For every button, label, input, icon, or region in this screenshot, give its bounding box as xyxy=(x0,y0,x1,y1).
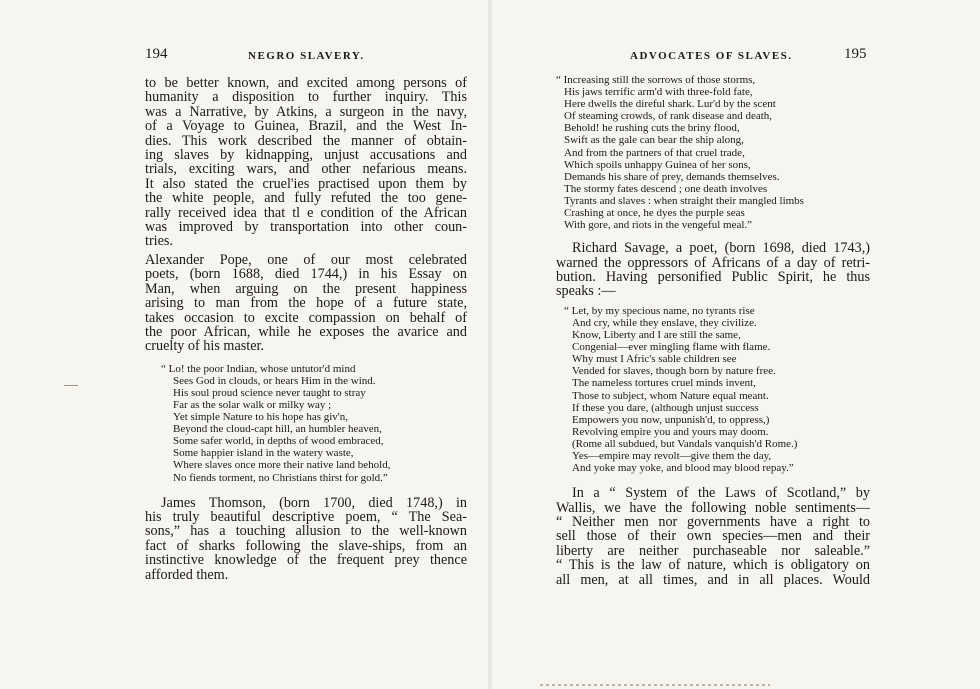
text-line: Richard Savage, a poet, (born 1698, died 1743,) xyxy=(572,240,870,257)
text-line: trials, exciting wars, and other nefarious means. xyxy=(145,161,467,178)
text-line: speaks :— xyxy=(556,283,616,300)
text-line: rally received idea that tl e condition of the African xyxy=(145,204,467,221)
text-line: arising to man from the hope of a future state, xyxy=(145,295,467,312)
verse-line: Crashing at once, he dyes the purple seas xyxy=(564,207,745,220)
verse-line: “ Increasing still the sorrows of those storms, xyxy=(556,74,756,86)
verse-line: No fiends torment, no Christians thirst for gold.” xyxy=(173,471,388,484)
text-line: the poor African, while he exposes the avarice and xyxy=(145,323,467,340)
verse-line: His jaws terrific arm'd with three-fold fate, xyxy=(564,86,753,99)
verse-line: His soul proud science never taught to stray xyxy=(173,386,366,399)
verse-line: Where slaves once more their native land behold, xyxy=(173,459,391,472)
verse-line: Demands his share of prey, demands themselves. xyxy=(564,170,780,183)
right-page-number: 195 xyxy=(844,46,867,62)
text-line: James Thomson, (born 1700, died 1748,) in xyxy=(161,494,467,511)
verse-line: Of steaming crowds, of rank disease and death, xyxy=(564,110,773,123)
text-line: liberty are neither purchaseable nor saleable.” xyxy=(556,542,870,559)
verse-line: Beyond the cloud-capt hill, an humbler heaven, xyxy=(173,423,382,436)
verse-line: Yet simple Nature to his hope has giv'n, xyxy=(173,411,349,424)
left-page-number: 194 xyxy=(145,46,168,62)
text-line: was improved by transportation into other coun- xyxy=(145,219,467,236)
right-running-head: ADVOCATES OF SLAVES. xyxy=(630,50,793,62)
verse-line: “ Let, by my specious name, no tyrants rise xyxy=(564,304,755,317)
text-line: cruelty of his master. xyxy=(145,338,264,355)
text-line: humanity a disposition to further inquiry. This xyxy=(145,89,467,106)
right-page xyxy=(490,0,980,689)
text-line: bution. Having personified Public Spirit, he thus xyxy=(556,269,870,286)
text-line: tries. xyxy=(145,233,173,250)
verse-line: Yes—empire may revolt—give them the day, xyxy=(572,449,772,462)
verse-line: Vended for slaves, though born by nature free. xyxy=(572,365,776,378)
verse-line: With gore, and riots in the vengeful meal.” xyxy=(564,219,753,232)
verse-line: Some safer world, in depths of wood embraced, xyxy=(173,435,384,448)
text-line: instinctive knowledge of the frequent prey thence xyxy=(145,552,467,569)
text-line: In a “ System of the Laws of Scotland,” by xyxy=(572,485,870,502)
text-line: Wallis, we have the following noble sentiments— xyxy=(556,499,870,516)
verse-line: Swift as the gale can bear the ship along, xyxy=(564,134,744,147)
text-line: of a Voyage to Guinea, Brazil, and the West In- xyxy=(145,118,467,135)
verse-line: Sees God in clouds, or hears Him in the wind. xyxy=(173,374,376,387)
text-line: was a Narrative, by Atkins, a surgeon in the navy, xyxy=(145,103,467,120)
verse-line: Congenial—ever mingling flame with flame. xyxy=(572,341,771,354)
left-running-head: NEGRO SLAVERY. xyxy=(248,50,365,62)
verse-line: If these you dare, (although unjust success xyxy=(572,401,759,414)
paragraph-pope xyxy=(145,253,467,354)
text-line: his truly beautiful descriptive poem, “ The Sea- xyxy=(145,509,467,526)
verse-line: Why must I Afric's sable children see xyxy=(572,353,737,366)
text-line: fact of sharks following the slave-ships, from an xyxy=(145,537,467,554)
verse-line: And yoke may yoke, and blood may blood repay.” xyxy=(572,462,794,475)
right-page-body xyxy=(556,74,870,587)
verse-line: Those to subject, whom Nature equal meant. xyxy=(572,389,769,402)
verse-line: Some happier island in the watery waste, xyxy=(173,447,354,460)
paragraph-thomson xyxy=(145,496,467,582)
verse-pope-essay-on-man xyxy=(145,363,467,484)
text-line: “ This is the law of nature, which is obligatory on xyxy=(556,557,870,574)
verse-line: Tyrants and slaves : when straight their mangled limbs xyxy=(564,194,804,207)
verse-line: Empowers you now, unpunish'd, to oppress,) xyxy=(572,413,770,426)
verse-line: And from the partners of that cruel trade, xyxy=(564,146,745,159)
verse-line: Behold! he rushing cuts the briny flood, xyxy=(564,122,740,135)
paragraph-atkins xyxy=(145,76,467,249)
text-line: poets, (born 1688, died 1744,) in his Essay on xyxy=(145,266,467,283)
text-line: sons,” has a touching allusion to the well-known xyxy=(145,523,467,540)
verse-line: “ Lo! the poor Indian, whose untutor'd mind xyxy=(161,362,356,375)
verse-line: Revolving empire you and yours may doom. xyxy=(572,425,769,438)
left-page-body xyxy=(145,76,467,582)
verse-line: (Rome all subdued, but Vandals vanquish'd Rome.) xyxy=(572,437,798,450)
text-line: sell those of their own species—men and their xyxy=(556,528,870,545)
margin-mark xyxy=(64,385,78,386)
text-line: ing slaves by kidnapping, unjust accusations and xyxy=(145,147,467,164)
text-line: dies. This work described the manner of obtain- xyxy=(145,132,467,149)
text-line: warned the oppressors of Africans of a day of retri- xyxy=(556,254,870,271)
text-line: takes occasion to excite compassion on behalf of xyxy=(145,309,467,326)
verse-line: Here dwells the direful shark. Lur'd by the scent xyxy=(564,98,776,111)
verse-line: Know, Liberty and I are still the same, xyxy=(572,329,741,342)
paragraph-wallis xyxy=(556,486,870,587)
text-line: Man, when arguing on the present happiness xyxy=(145,280,467,297)
text-line: all men, at all times, and in all places. Would xyxy=(556,571,870,588)
verse-line: Which spoils unhappy Guinea of her sons, xyxy=(564,158,751,171)
verse-line: Far as the solar walk or milky way ; xyxy=(173,399,332,411)
verse-thomson-seasons xyxy=(556,74,870,231)
paragraph-savage xyxy=(556,241,870,299)
text-line: to be better known, and excited among persons of xyxy=(145,75,467,91)
scan-artifact xyxy=(540,684,770,686)
text-line: It also stated the cruel'ies practised upon them by xyxy=(145,175,467,192)
text-line: “ Neither men nor governments have a right to xyxy=(556,513,870,530)
text-line: the white people, and fully refuted the too gene- xyxy=(145,190,467,207)
text-line: afforded them. xyxy=(145,566,229,583)
verse-line: The nameless tortures cruel minds invent, xyxy=(572,377,756,390)
verse-line: The stormy fates descend ; one death involves xyxy=(564,182,768,195)
text-line: Alexander Pope, one of our most celebrated xyxy=(145,251,467,268)
verse-line: And cry, while they enslave, they civilize. xyxy=(572,316,757,329)
verse-savage-public-spirit xyxy=(556,305,870,474)
